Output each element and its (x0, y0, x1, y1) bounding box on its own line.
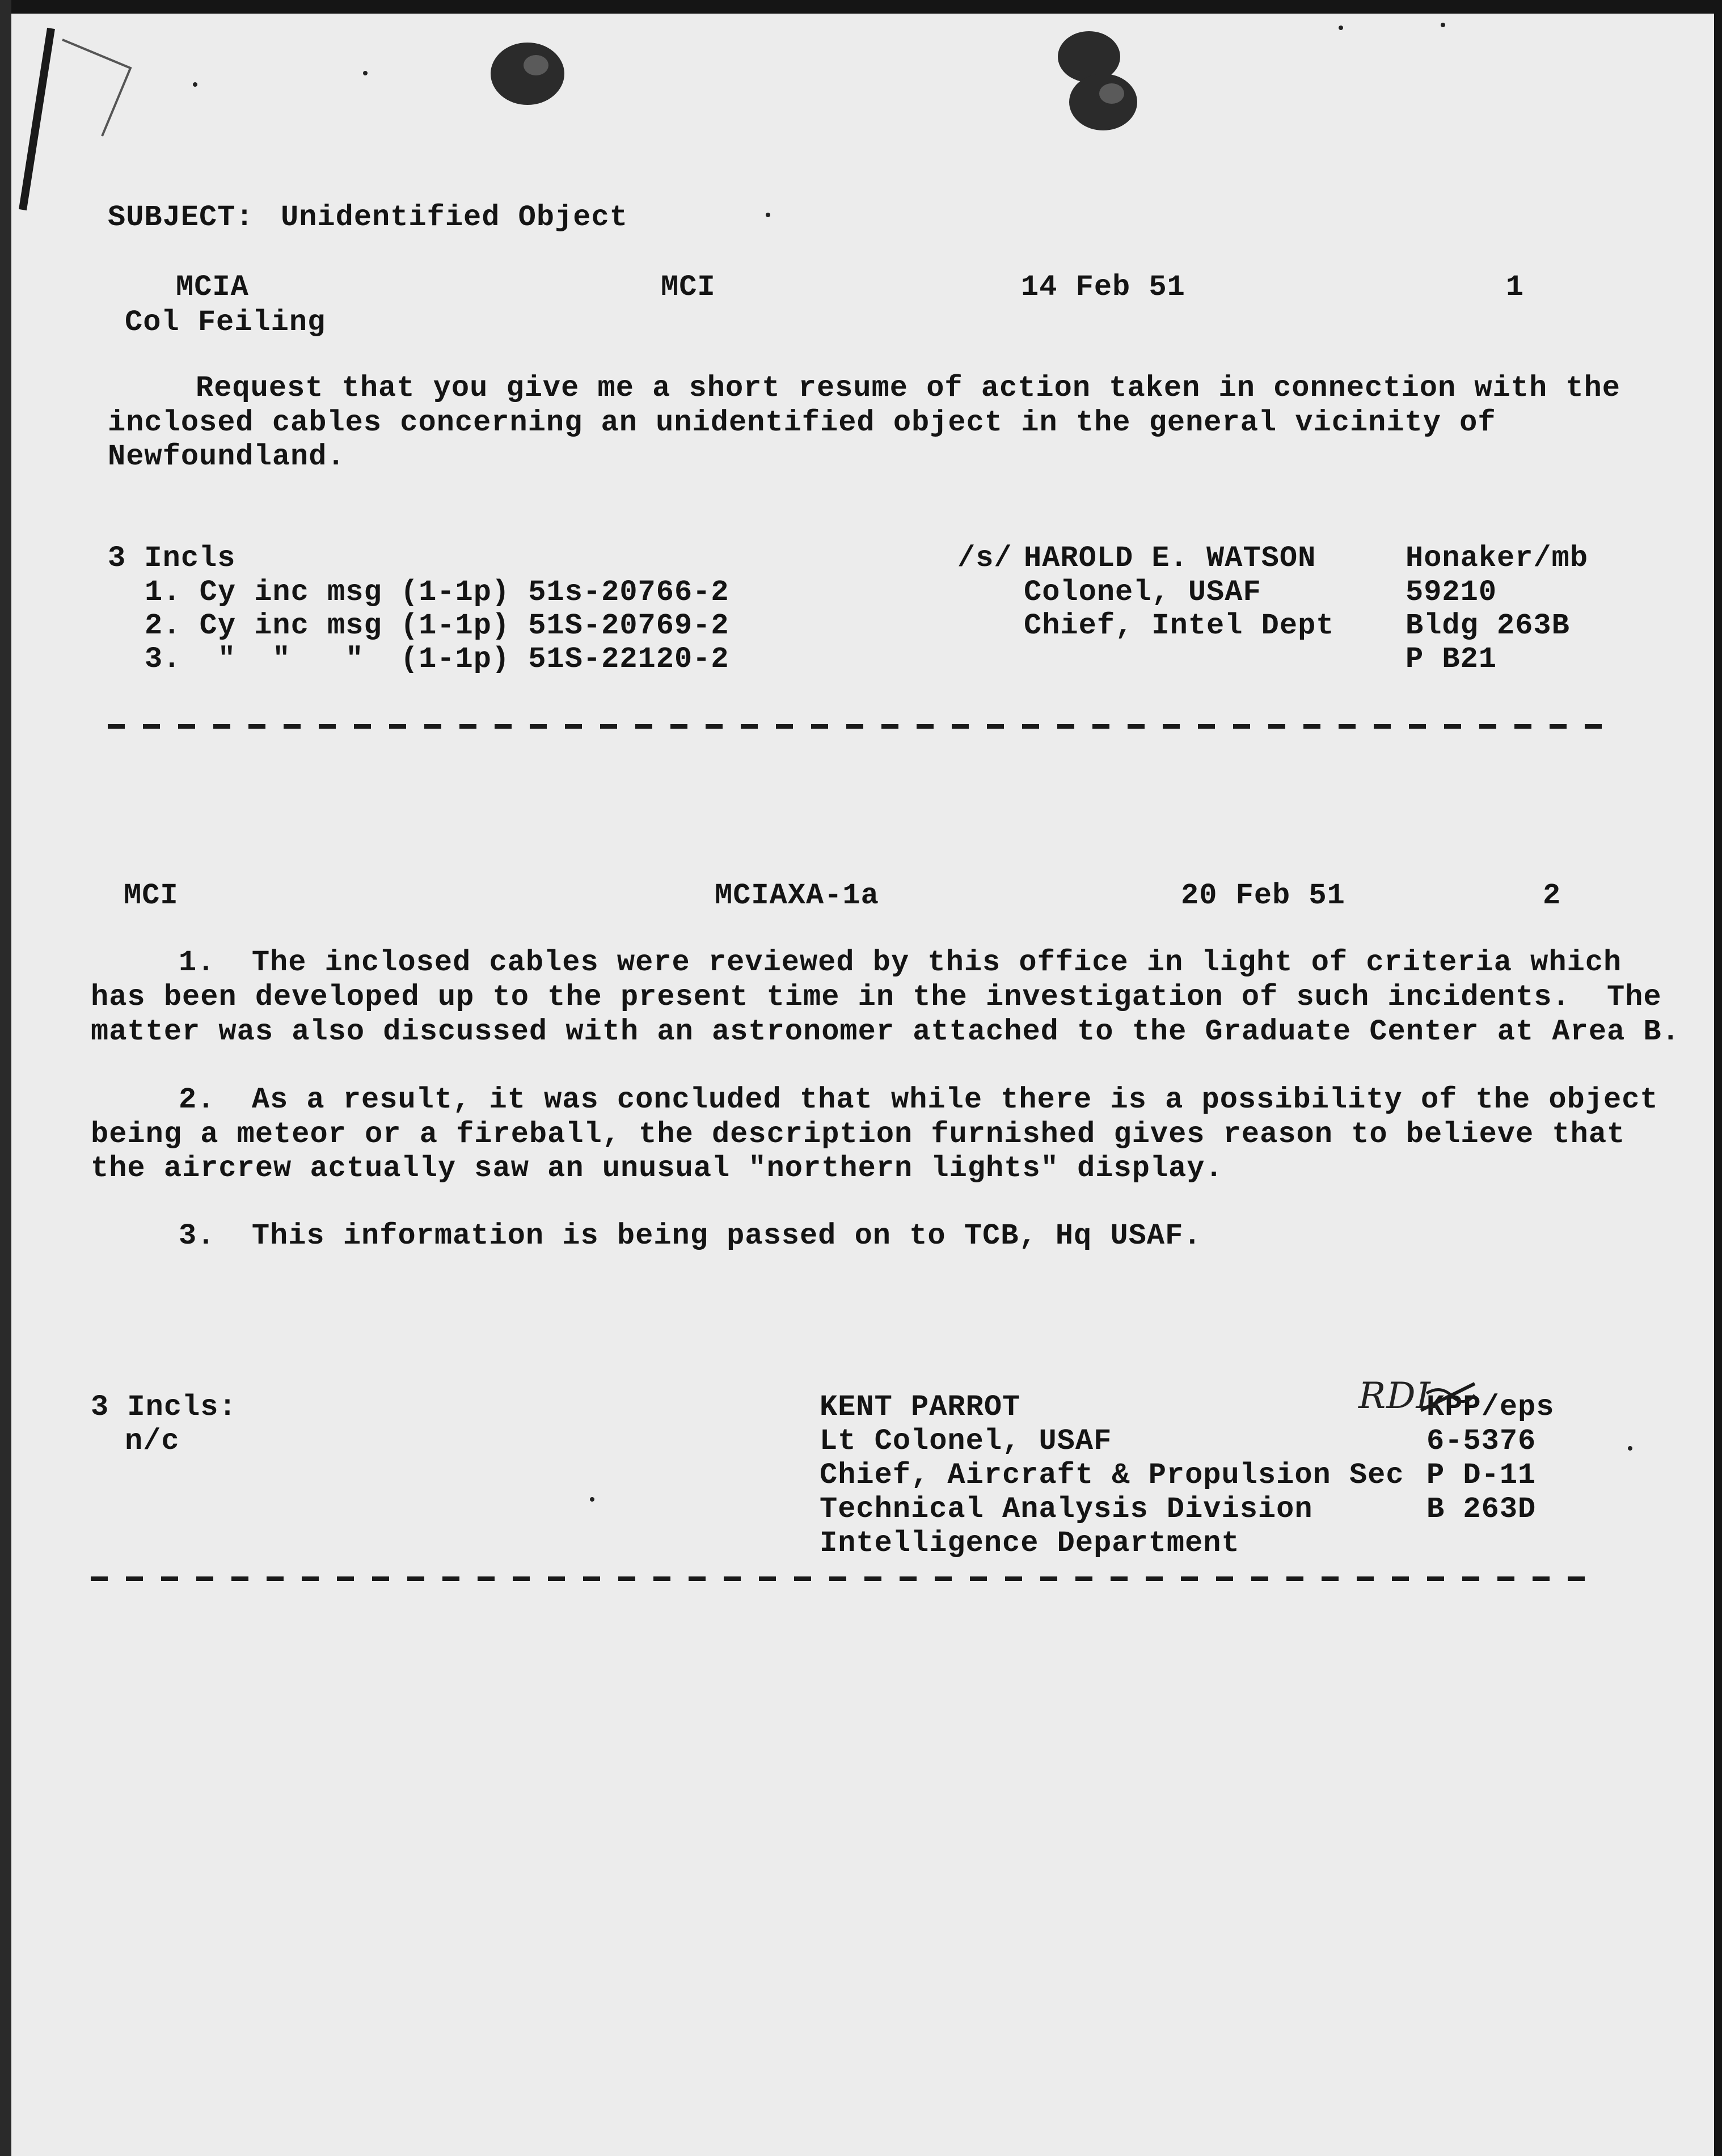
memo2-incl-header: 3 Incls: (91, 1390, 237, 1424)
memo2-sig-line: KENT PARROT (820, 1390, 1021, 1424)
memo2-para1-line: has been developed up to the present time in the investigation of such incidents. The (91, 980, 1662, 1014)
memo2-para2-line: the aircrew actually saw an unusual "northern lights" display. (91, 1152, 1223, 1185)
subject-value: Unidentified Object (281, 201, 628, 234)
punch-hole-right (1049, 26, 1146, 133)
memo2-ref-line: KPP/eps (1426, 1390, 1555, 1424)
memo1-ref-line: Bldg 263B (1406, 609, 1570, 642)
scan-crease-mark (17, 23, 142, 215)
memo1-incl-header: 3 Incls (108, 542, 236, 575)
memo1-sig-line: Colonel, USAF (1024, 576, 1261, 609)
scan-speck (193, 82, 197, 87)
handwritten-ref-initials: RDL (1358, 1375, 1441, 1417)
memo2-sheet-no: 2 (1543, 879, 1561, 912)
scan-speck (1339, 26, 1343, 30)
memo2-para1-line: matter was also discussed with an astronomer attached to the Graduate Center at Area B. (91, 1015, 1680, 1049)
separator-dashed-line (91, 1576, 1588, 1581)
scan-speck (766, 213, 770, 217)
memo2-sig-line: Lt Colonel, USAF (820, 1424, 1112, 1458)
subject-label: SUBJECT: (108, 201, 254, 234)
memo2-para2-line: 2. As a result, it was concluded that while there is a possibility of the object (179, 1083, 1658, 1117)
memo2-ref-line: P D-11 (1426, 1459, 1537, 1492)
memo2-ref-line: B 263D (1426, 1493, 1537, 1526)
memo2-from-office: MCI (124, 879, 179, 912)
memo2-para2-line: being a meteor or a fireball, the description furnished gives reason to believe that (91, 1118, 1626, 1151)
memo1-from-name: Col Feiling (125, 306, 326, 339)
separator-dashed-line (108, 724, 1617, 729)
memo1-ref-line: 59210 (1406, 576, 1497, 609)
scan-speck (1441, 23, 1445, 27)
scan-speck (590, 1497, 594, 1502)
memo1-ref-line: P B21 (1406, 642, 1497, 676)
memo1-incl-item: 1. Cy inc msg (1-1p) 51s-20766-2 (145, 576, 729, 609)
memo2-sig-line: Intelligence Department (820, 1527, 1240, 1560)
memo2-para1-line: 1. The inclosed cables were reviewed by this office in light of criteria which (179, 946, 1622, 979)
memo1-incl-item: 2. Cy inc msg (1-1p) 51S-20769-2 (145, 609, 729, 642)
memo1-sig-line: Chief, Intel Dept (1024, 609, 1335, 642)
memo2-incl-note: n/c (125, 1424, 180, 1458)
memo2-to-office: MCIAXA-1a (715, 879, 879, 912)
memo2-para3: 3. This information is being passed on to TCB, Hq USAF. (179, 1219, 1202, 1253)
memo1-incl-item: 3. " " " (1-1p) 51S-22120-2 (145, 642, 729, 676)
memo2-sig-line: Chief, Aircraft & Propulsion Sec (820, 1459, 1404, 1492)
scan-speck (1628, 1446, 1632, 1451)
memo1-sheet-no: 1 (1506, 270, 1525, 304)
memo1-sig-prefix: /s/ (957, 542, 1012, 575)
memo1-body-line: inclosed cables concerning an unidentified object in the general vicinity of (108, 406, 1496, 439)
scan-edge (0, 0, 11, 2156)
memo2-date: 20 Feb 51 (1181, 879, 1345, 912)
memo2-sig-line: Technical Analysis Division (820, 1493, 1313, 1526)
memo1-date: 14 Feb 51 (1021, 270, 1185, 304)
memo1-ref-line: Honaker/mb (1406, 542, 1589, 575)
memo1-to-office: MCI (661, 270, 716, 304)
punch-hole-left (482, 34, 567, 119)
memo2-ref-line: 6-5376 (1426, 1424, 1537, 1458)
memo1-body-line: Request that you give me a short resume of action taken in connection with the (196, 371, 1620, 405)
memo1-sig-line: HAROLD E. WATSON (1024, 542, 1316, 575)
memo1-body-line: Newfoundland. (108, 440, 345, 474)
memo1-from-office: MCIA (176, 270, 249, 304)
handwritten-strike-mark (1418, 1379, 1480, 1419)
scan-speck (363, 71, 368, 75)
